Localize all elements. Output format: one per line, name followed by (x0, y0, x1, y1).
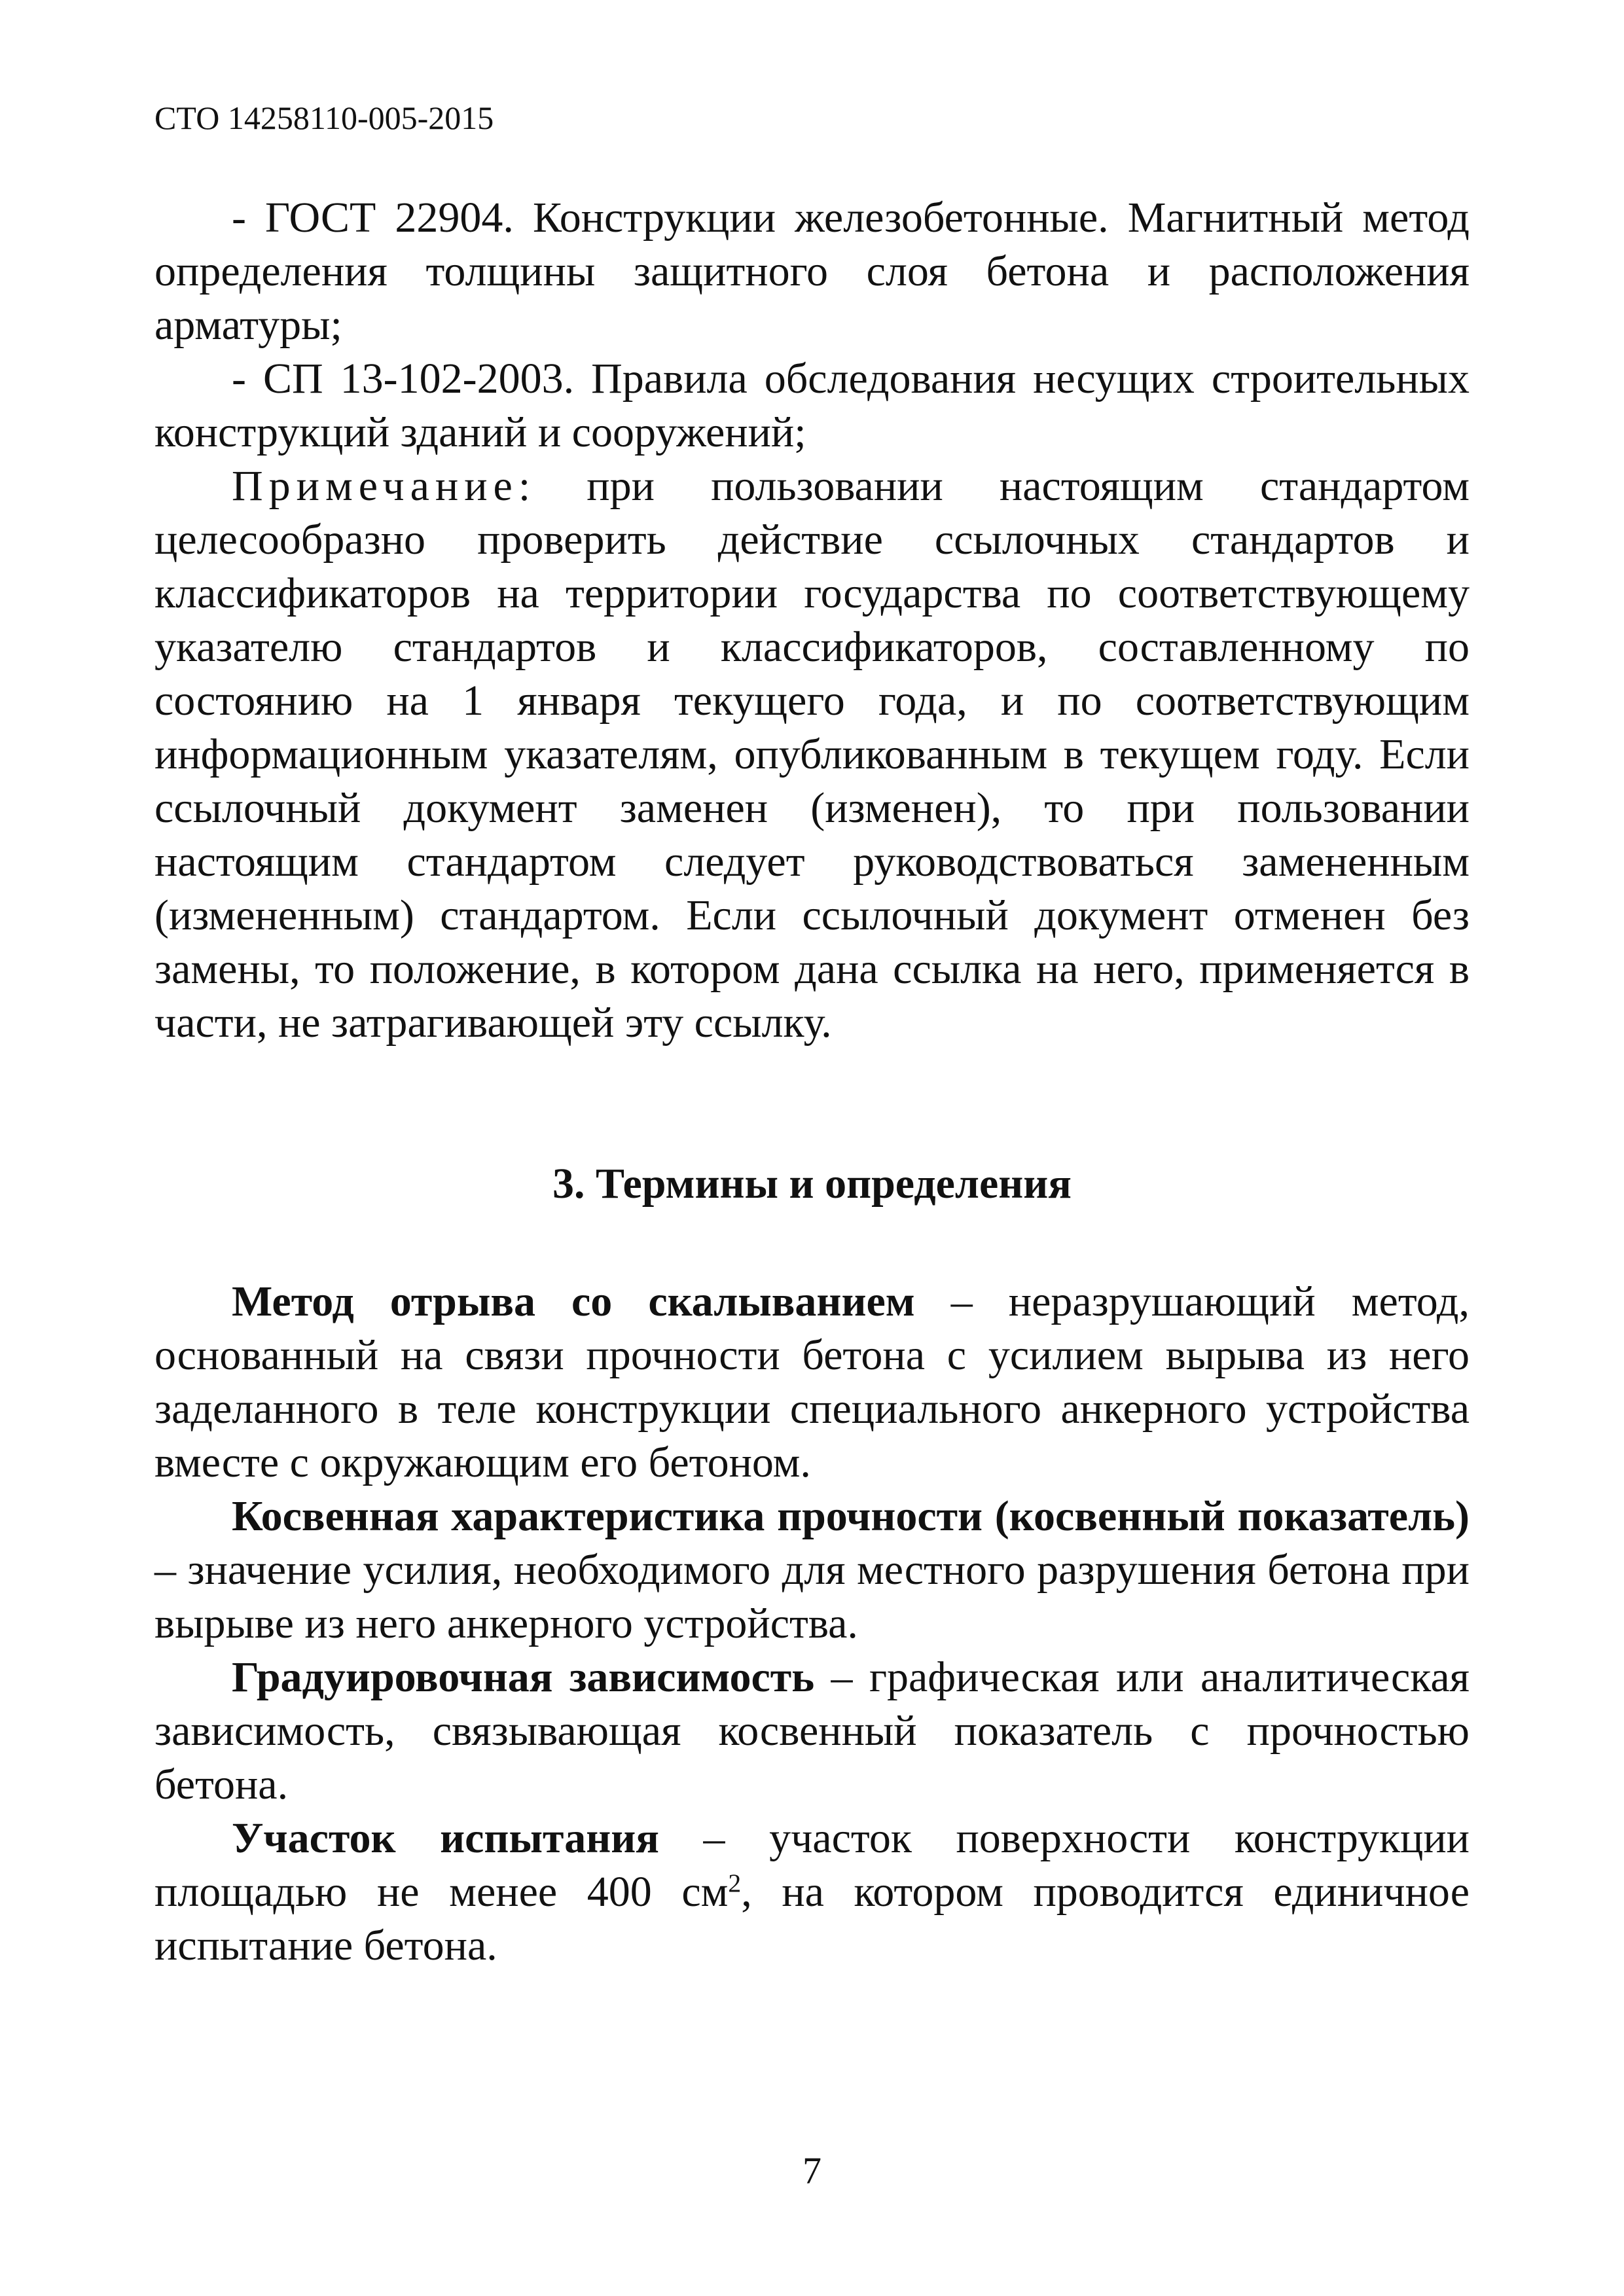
references-block (154, 191, 1470, 1050)
note-label: Примечание (232, 462, 518, 510)
terms-block (154, 1275, 1470, 1973)
term-text: – графическая или аналитическая зависимость, связывающая косвенный показатель с прочностью бетона. (154, 1653, 1470, 1808)
reference-title: . Конструкции железобетонные. Магнитный метод определения толщины защитного слоя бетона и расположения арматуры; (154, 194, 1470, 349)
term-text: – значение усилия, необходимого для местного разрушения бетона при вырыве из него анкерного устройства. (154, 1546, 1470, 1647)
term-text: , на котором проводится единичное испытание бетона. (154, 1868, 1470, 1969)
reference-code: - СП 13-102-2003 (232, 355, 564, 403)
term-name: Косвенная характеристика прочности (косвенный показатель) (232, 1492, 1470, 1540)
term-definition (154, 1812, 1470, 1973)
term-text: – неразрушающий метод, основанный на связи прочности бетона с усилием вырыва из него заделанного в теле конструкции специального анкерного устройства вместе с окружающим его бетоном. (154, 1278, 1470, 1486)
reference-gost (154, 191, 1470, 352)
term-definition (154, 1275, 1470, 1490)
reference-code: - ГОСТ 22904 (232, 194, 503, 242)
term-text: – участок поверхности конструкции площадью не менее 400 см (154, 1814, 1470, 1916)
term-definition (154, 1490, 1470, 1651)
section-title: 3. Термины и определения (552, 1160, 1072, 1208)
reference-title: . Правила обследования несущих строительных конструкций зданий и сооружений; (154, 355, 1470, 456)
note-text: : при пользовании настоящим стандартом целесообразно проверить действие ссылочных стандартов и классификаторов на территории государства по соответствующему указателю стандартов и классификаторов, составленному по состоянию на 1 января текущего года, и по соответствующим информационным указателям, опубликованным в текущем году. Если ссылочный документ заменен (изменен), то при пользовании настоящим стандартом следует руководствоваться замененным (измененным) стандартом. Если ссылочный документ отменен без замены, то положение, в котором дана ссылка на него, применяется в части, не затрагивающей эту ссылку. (154, 462, 1470, 1047)
term-name: Метод отрыва со скалыванием (232, 1278, 915, 1325)
term-definition (154, 1651, 1470, 1812)
reference-sp (154, 352, 1470, 459)
term-name: Участок испытания (232, 1814, 659, 1862)
document-code-header: СТО 14258110-005-2015 (154, 99, 494, 136)
term-name: Градуировочная зависимость (232, 1653, 815, 1701)
page-number: 7 (803, 2149, 821, 2192)
note-paragraph (154, 459, 1470, 1050)
superscript-exponent: 2 (728, 1869, 742, 1898)
